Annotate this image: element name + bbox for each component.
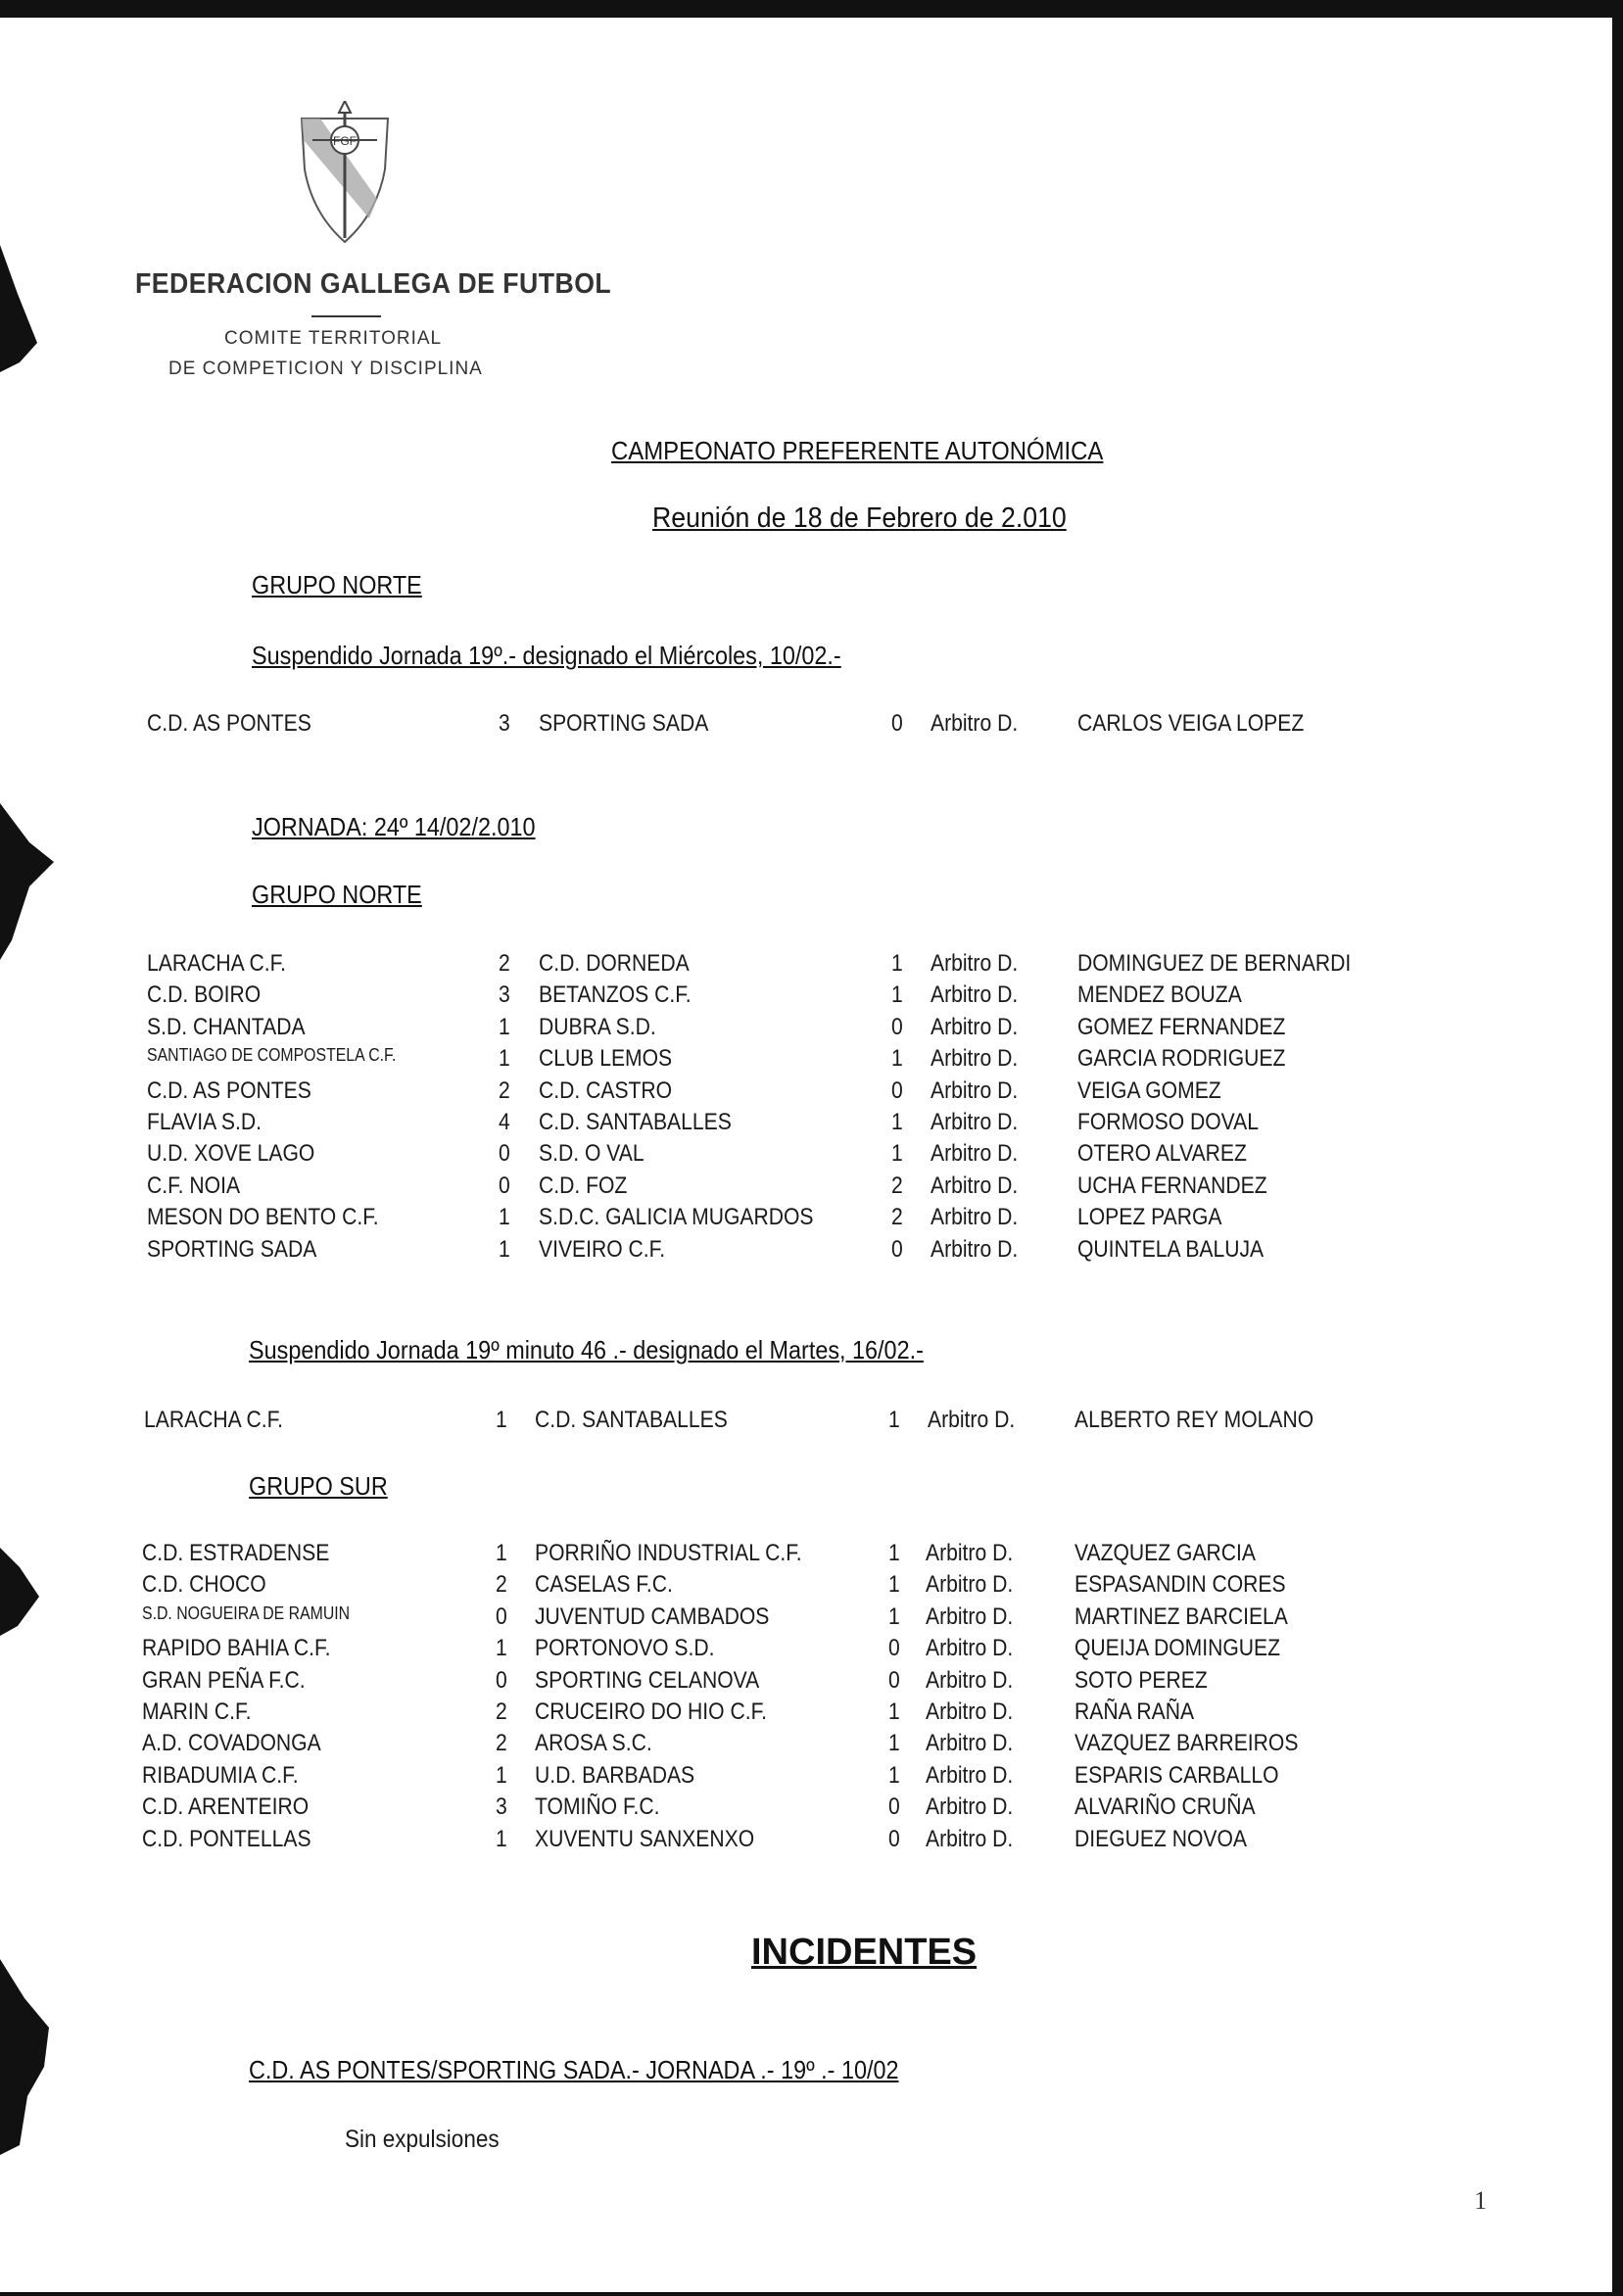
away-score: 1 bbox=[888, 1540, 900, 1566]
referee-name: MENDEZ BOUZA bbox=[1077, 981, 1242, 1009]
referee-name: DIEGUEZ NOVOA bbox=[1074, 1825, 1248, 1852]
away-team: SPORTING SADA bbox=[539, 710, 709, 737]
federation-name: FEDERACION GALLEGA DE FUTBOL bbox=[135, 268, 612, 300]
home-score: 2 bbox=[496, 1730, 507, 1757]
away-score: 0 bbox=[888, 1666, 900, 1694]
match-row bbox=[0, 1172, 1623, 1202]
referee-name: GARCIA RODRIGUEZ bbox=[1077, 1045, 1286, 1073]
away-team: CASELAS F.C. bbox=[535, 1571, 673, 1599]
referee-label: Arbitro D. bbox=[931, 710, 1019, 737]
away-score: 0 bbox=[891, 1076, 903, 1104]
referee-label: Arbitro D. bbox=[926, 1540, 1014, 1566]
away-team: S.D. O VAL bbox=[539, 1140, 644, 1168]
home-team: C.F. NOIA bbox=[147, 1172, 241, 1199]
scan-border-bottom bbox=[0, 2292, 1623, 2296]
referee-name: LOPEZ PARGA bbox=[1077, 1204, 1222, 1231]
match-row bbox=[0, 1236, 1623, 1266]
referee-label: Arbitro D. bbox=[931, 1172, 1019, 1199]
referee-label: Arbitro D. bbox=[926, 1698, 1014, 1725]
referee-label: Arbitro D. bbox=[926, 1794, 1014, 1821]
referee-name: GOMEZ FERNANDEZ bbox=[1077, 1013, 1286, 1040]
away-team: PORTONOVO S.D. bbox=[535, 1635, 715, 1662]
home-score: 1 bbox=[499, 1045, 510, 1073]
referee-label: Arbitro D. bbox=[931, 1235, 1019, 1263]
scan-border-top bbox=[0, 0, 1623, 18]
home-score: 2 bbox=[499, 950, 510, 977]
referee-name: VAZQUEZ GARCIA bbox=[1074, 1540, 1257, 1566]
referee-label: Arbitro D. bbox=[926, 1666, 1014, 1694]
match-row bbox=[0, 1077, 1623, 1107]
home-score: 1 bbox=[496, 1407, 507, 1433]
referee-name: QUINTELA BALUJA bbox=[1077, 1235, 1265, 1263]
match-row bbox=[0, 1407, 1623, 1436]
incident-item-title: C.D. AS PONTES/SPORTING SADA.- JORNADA .- 19º .- 10/02 bbox=[249, 2055, 899, 2084]
match-row bbox=[0, 1571, 1623, 1601]
home-score: 0 bbox=[496, 1602, 507, 1630]
home-team: LARACHA C.F. bbox=[147, 950, 287, 977]
home-team: FLAVIA S.D. bbox=[147, 1109, 262, 1135]
away-team: C.D. SANTABALLES bbox=[535, 1407, 728, 1433]
home-team: C.D. PONTELLAS bbox=[142, 1825, 311, 1852]
referee-label: Arbitro D. bbox=[926, 1635, 1014, 1662]
group-heading-sur: GRUPO SUR bbox=[249, 1471, 388, 1501]
match-row bbox=[0, 1140, 1623, 1170]
incidents-heading: INCIDENTES bbox=[751, 1932, 978, 1973]
match-row bbox=[0, 981, 1623, 1011]
committee-line-1: COMITE TERRITORIAL bbox=[224, 328, 443, 349]
federation-logo bbox=[299, 101, 391, 244]
match-row bbox=[0, 710, 1623, 740]
away-score: 2 bbox=[891, 1204, 903, 1231]
home-team: C.D. CHOCO bbox=[142, 1571, 266, 1599]
home-score: 3 bbox=[496, 1794, 507, 1821]
away-team: JUVENTUD CAMBADOS bbox=[535, 1602, 770, 1630]
match-row bbox=[0, 1014, 1623, 1043]
home-score: 1 bbox=[499, 1013, 510, 1040]
match-row bbox=[0, 1794, 1623, 1823]
referee-name: QUEIJA DOMINGUEZ bbox=[1074, 1635, 1281, 1662]
referee-label: Arbitro D. bbox=[928, 1407, 1016, 1433]
home-team: LARACHA C.F. bbox=[144, 1407, 284, 1433]
match-row bbox=[0, 1635, 1623, 1664]
away-score: 1 bbox=[891, 1140, 903, 1168]
referee-name: ALVARIÑO CRUÑA bbox=[1074, 1794, 1256, 1821]
referee-label: Arbitro D. bbox=[926, 1571, 1014, 1599]
away-score: 1 bbox=[888, 1571, 900, 1599]
referee-label: Arbitro D. bbox=[926, 1761, 1014, 1789]
championship-title: CAMPEONATO PREFERENTE AUTONÓMICA bbox=[611, 436, 1104, 465]
referee-label: Arbitro D. bbox=[931, 1013, 1019, 1040]
match-row bbox=[0, 1826, 1623, 1855]
svg-text:FGF: FGF bbox=[333, 134, 357, 148]
home-team: S.D. CHANTADA bbox=[147, 1013, 306, 1040]
away-team: XUVENTU SANXENXO bbox=[535, 1825, 755, 1852]
home-team: MARIN C.F. bbox=[142, 1698, 252, 1725]
away-score: 1 bbox=[888, 1730, 900, 1757]
home-team: C.D. ESTRADENSE bbox=[142, 1540, 330, 1566]
match-row bbox=[0, 1603, 1623, 1633]
home-team: GRAN PEÑA F.C. bbox=[142, 1666, 306, 1694]
match-row bbox=[0, 1045, 1623, 1075]
referee-name: FORMOSO DOVAL bbox=[1077, 1109, 1260, 1135]
home-team: SPORTING SADA bbox=[147, 1235, 317, 1263]
referee-name: VAZQUEZ BARREIROS bbox=[1074, 1730, 1299, 1757]
away-score: 1 bbox=[891, 1109, 903, 1135]
jornada-heading: JORNADA: 24º 14/02/2.010 bbox=[252, 812, 536, 841]
away-score: 1 bbox=[888, 1407, 900, 1433]
match-row bbox=[0, 1204, 1623, 1233]
meeting-date: Reunión de 18 de Febrero de 2.010 bbox=[652, 502, 1067, 534]
away-team: C.D. DORNEDA bbox=[539, 950, 690, 977]
referee-label: Arbitro D. bbox=[931, 1204, 1019, 1231]
home-team: RAPIDO BAHIA C.F. bbox=[142, 1635, 331, 1662]
referee-label: Arbitro D. bbox=[931, 1076, 1019, 1104]
group-heading-norte: GRUPO NORTE bbox=[252, 570, 422, 599]
home-score: 1 bbox=[496, 1635, 507, 1662]
referee-label: Arbitro D. bbox=[931, 950, 1019, 977]
home-score: 1 bbox=[499, 1235, 510, 1263]
referee-name: MARTINEZ BARCIELA bbox=[1074, 1602, 1288, 1630]
referee-name: RAÑA RAÑA bbox=[1074, 1698, 1195, 1725]
referee-label: Arbitro D. bbox=[931, 1109, 1019, 1135]
away-score: 0 bbox=[891, 1235, 903, 1263]
away-score: 1 bbox=[888, 1698, 900, 1725]
home-team: S.D. NOGUEIRA DE RAMUIN bbox=[142, 1602, 351, 1623]
away-team: TOMIÑO F.C. bbox=[535, 1794, 660, 1821]
away-team: PORRIÑO INDUSTRIAL C.F. bbox=[535, 1540, 802, 1566]
away-team: SPORTING CELANOVA bbox=[535, 1666, 760, 1694]
home-score: 1 bbox=[496, 1761, 507, 1789]
away-team: U.D. BARBADAS bbox=[535, 1761, 695, 1789]
referee-name: VEIGA GOMEZ bbox=[1077, 1076, 1221, 1104]
home-score: 0 bbox=[499, 1140, 510, 1168]
away-team: C.D. SANTABALLES bbox=[539, 1109, 732, 1135]
match-row bbox=[0, 950, 1623, 980]
away-score: 1 bbox=[888, 1761, 900, 1789]
home-team: C.D. BOIRO bbox=[147, 981, 262, 1009]
referee-name: ESPASANDIN CORES bbox=[1074, 1571, 1286, 1599]
away-team: VIVEIRO C.F. bbox=[539, 1235, 666, 1263]
away-score: 0 bbox=[888, 1794, 900, 1821]
referee-name: DOMINGUEZ DE BERNARDI bbox=[1077, 950, 1352, 977]
home-score: 1 bbox=[496, 1825, 507, 1852]
referee-name: OTERO ALVAREZ bbox=[1077, 1140, 1247, 1168]
home-team: SANTIAGO DE COMPOSTELA C.F. bbox=[147, 1045, 397, 1066]
away-team: AROSA S.C. bbox=[535, 1730, 652, 1757]
suspended-match-heading-2: Suspendido Jornada 19º minuto 46 .- designado el Martes, 16/02.- bbox=[249, 1335, 924, 1364]
header-divider bbox=[311, 315, 381, 317]
referee-label: Arbitro D. bbox=[931, 981, 1019, 1009]
referee-name: ALBERTO REY MOLANO bbox=[1074, 1407, 1314, 1433]
away-team: DUBRA S.D. bbox=[539, 1013, 656, 1040]
home-score: 2 bbox=[499, 1076, 510, 1104]
match-row bbox=[0, 1730, 1623, 1759]
referee-label: Arbitro D. bbox=[926, 1730, 1014, 1757]
away-team: C.D. CASTRO bbox=[539, 1076, 673, 1104]
home-team: U.D. XOVE LAGO bbox=[147, 1140, 315, 1168]
away-score: 0 bbox=[891, 710, 903, 737]
group-heading-norte-2: GRUPO NORTE bbox=[252, 880, 422, 909]
page-number: 1 bbox=[1474, 2186, 1487, 2215]
home-score: 1 bbox=[496, 1540, 507, 1566]
incident-item-text: Sin expulsiones bbox=[345, 2126, 500, 2153]
home-score: 0 bbox=[496, 1666, 507, 1694]
away-score: 2 bbox=[891, 1172, 903, 1199]
home-score: 1 bbox=[499, 1204, 510, 1231]
match-row bbox=[0, 1698, 1623, 1728]
referee-name: ESPARIS CARBALLO bbox=[1074, 1761, 1279, 1789]
match-row bbox=[0, 1762, 1623, 1792]
match-row bbox=[0, 1109, 1623, 1138]
away-team: CLUB LEMOS bbox=[539, 1045, 673, 1073]
committee-line-2: DE COMPETICION Y DISCIPLINA bbox=[168, 359, 483, 379]
home-score: 0 bbox=[499, 1172, 510, 1199]
home-team: MESON DO BENTO C.F. bbox=[147, 1204, 379, 1231]
home-team: C.D. ARENTEIRO bbox=[142, 1794, 310, 1821]
home-score: 3 bbox=[499, 981, 510, 1009]
referee-label: Arbitro D. bbox=[931, 1045, 1019, 1073]
home-team: C.D. AS PONTES bbox=[147, 710, 311, 737]
referee-name: CARLOS VEIGA LOPEZ bbox=[1077, 710, 1305, 737]
home-score: 4 bbox=[499, 1109, 510, 1135]
away-team: S.D.C. GALICIA MUGARDOS bbox=[539, 1204, 814, 1231]
home-team: C.D. AS PONTES bbox=[147, 1076, 311, 1104]
away-score: 0 bbox=[888, 1825, 900, 1852]
referee-name: UCHA FERNANDEZ bbox=[1077, 1172, 1267, 1199]
away-score: 0 bbox=[888, 1635, 900, 1662]
away-team: BETANZOS C.F. bbox=[539, 981, 692, 1009]
referee-label: Arbitro D. bbox=[931, 1140, 1019, 1168]
away-team: CRUCEIRO DO HIO C.F. bbox=[535, 1698, 768, 1725]
match-row bbox=[0, 1540, 1623, 1569]
home-score: 2 bbox=[496, 1571, 507, 1599]
away-score: 1 bbox=[891, 981, 903, 1009]
away-score: 1 bbox=[891, 1045, 903, 1073]
home-score: 2 bbox=[496, 1698, 507, 1725]
home-score: 3 bbox=[499, 710, 510, 737]
referee-label: Arbitro D. bbox=[926, 1825, 1014, 1852]
home-team: RIBADUMIA C.F. bbox=[142, 1761, 299, 1789]
home-team: A.D. COVADONGA bbox=[142, 1730, 321, 1757]
away-score: 1 bbox=[888, 1602, 900, 1630]
away-score: 1 bbox=[891, 950, 903, 977]
match-row bbox=[0, 1667, 1623, 1697]
away-score: 0 bbox=[891, 1013, 903, 1040]
referee-name: SOTO PEREZ bbox=[1074, 1666, 1208, 1694]
away-team: C.D. FOZ bbox=[539, 1172, 628, 1199]
suspended-match-heading: Suspendido Jornada 19º.- designado el Miércoles, 10/02.- bbox=[252, 641, 841, 670]
referee-label: Arbitro D. bbox=[926, 1602, 1014, 1630]
